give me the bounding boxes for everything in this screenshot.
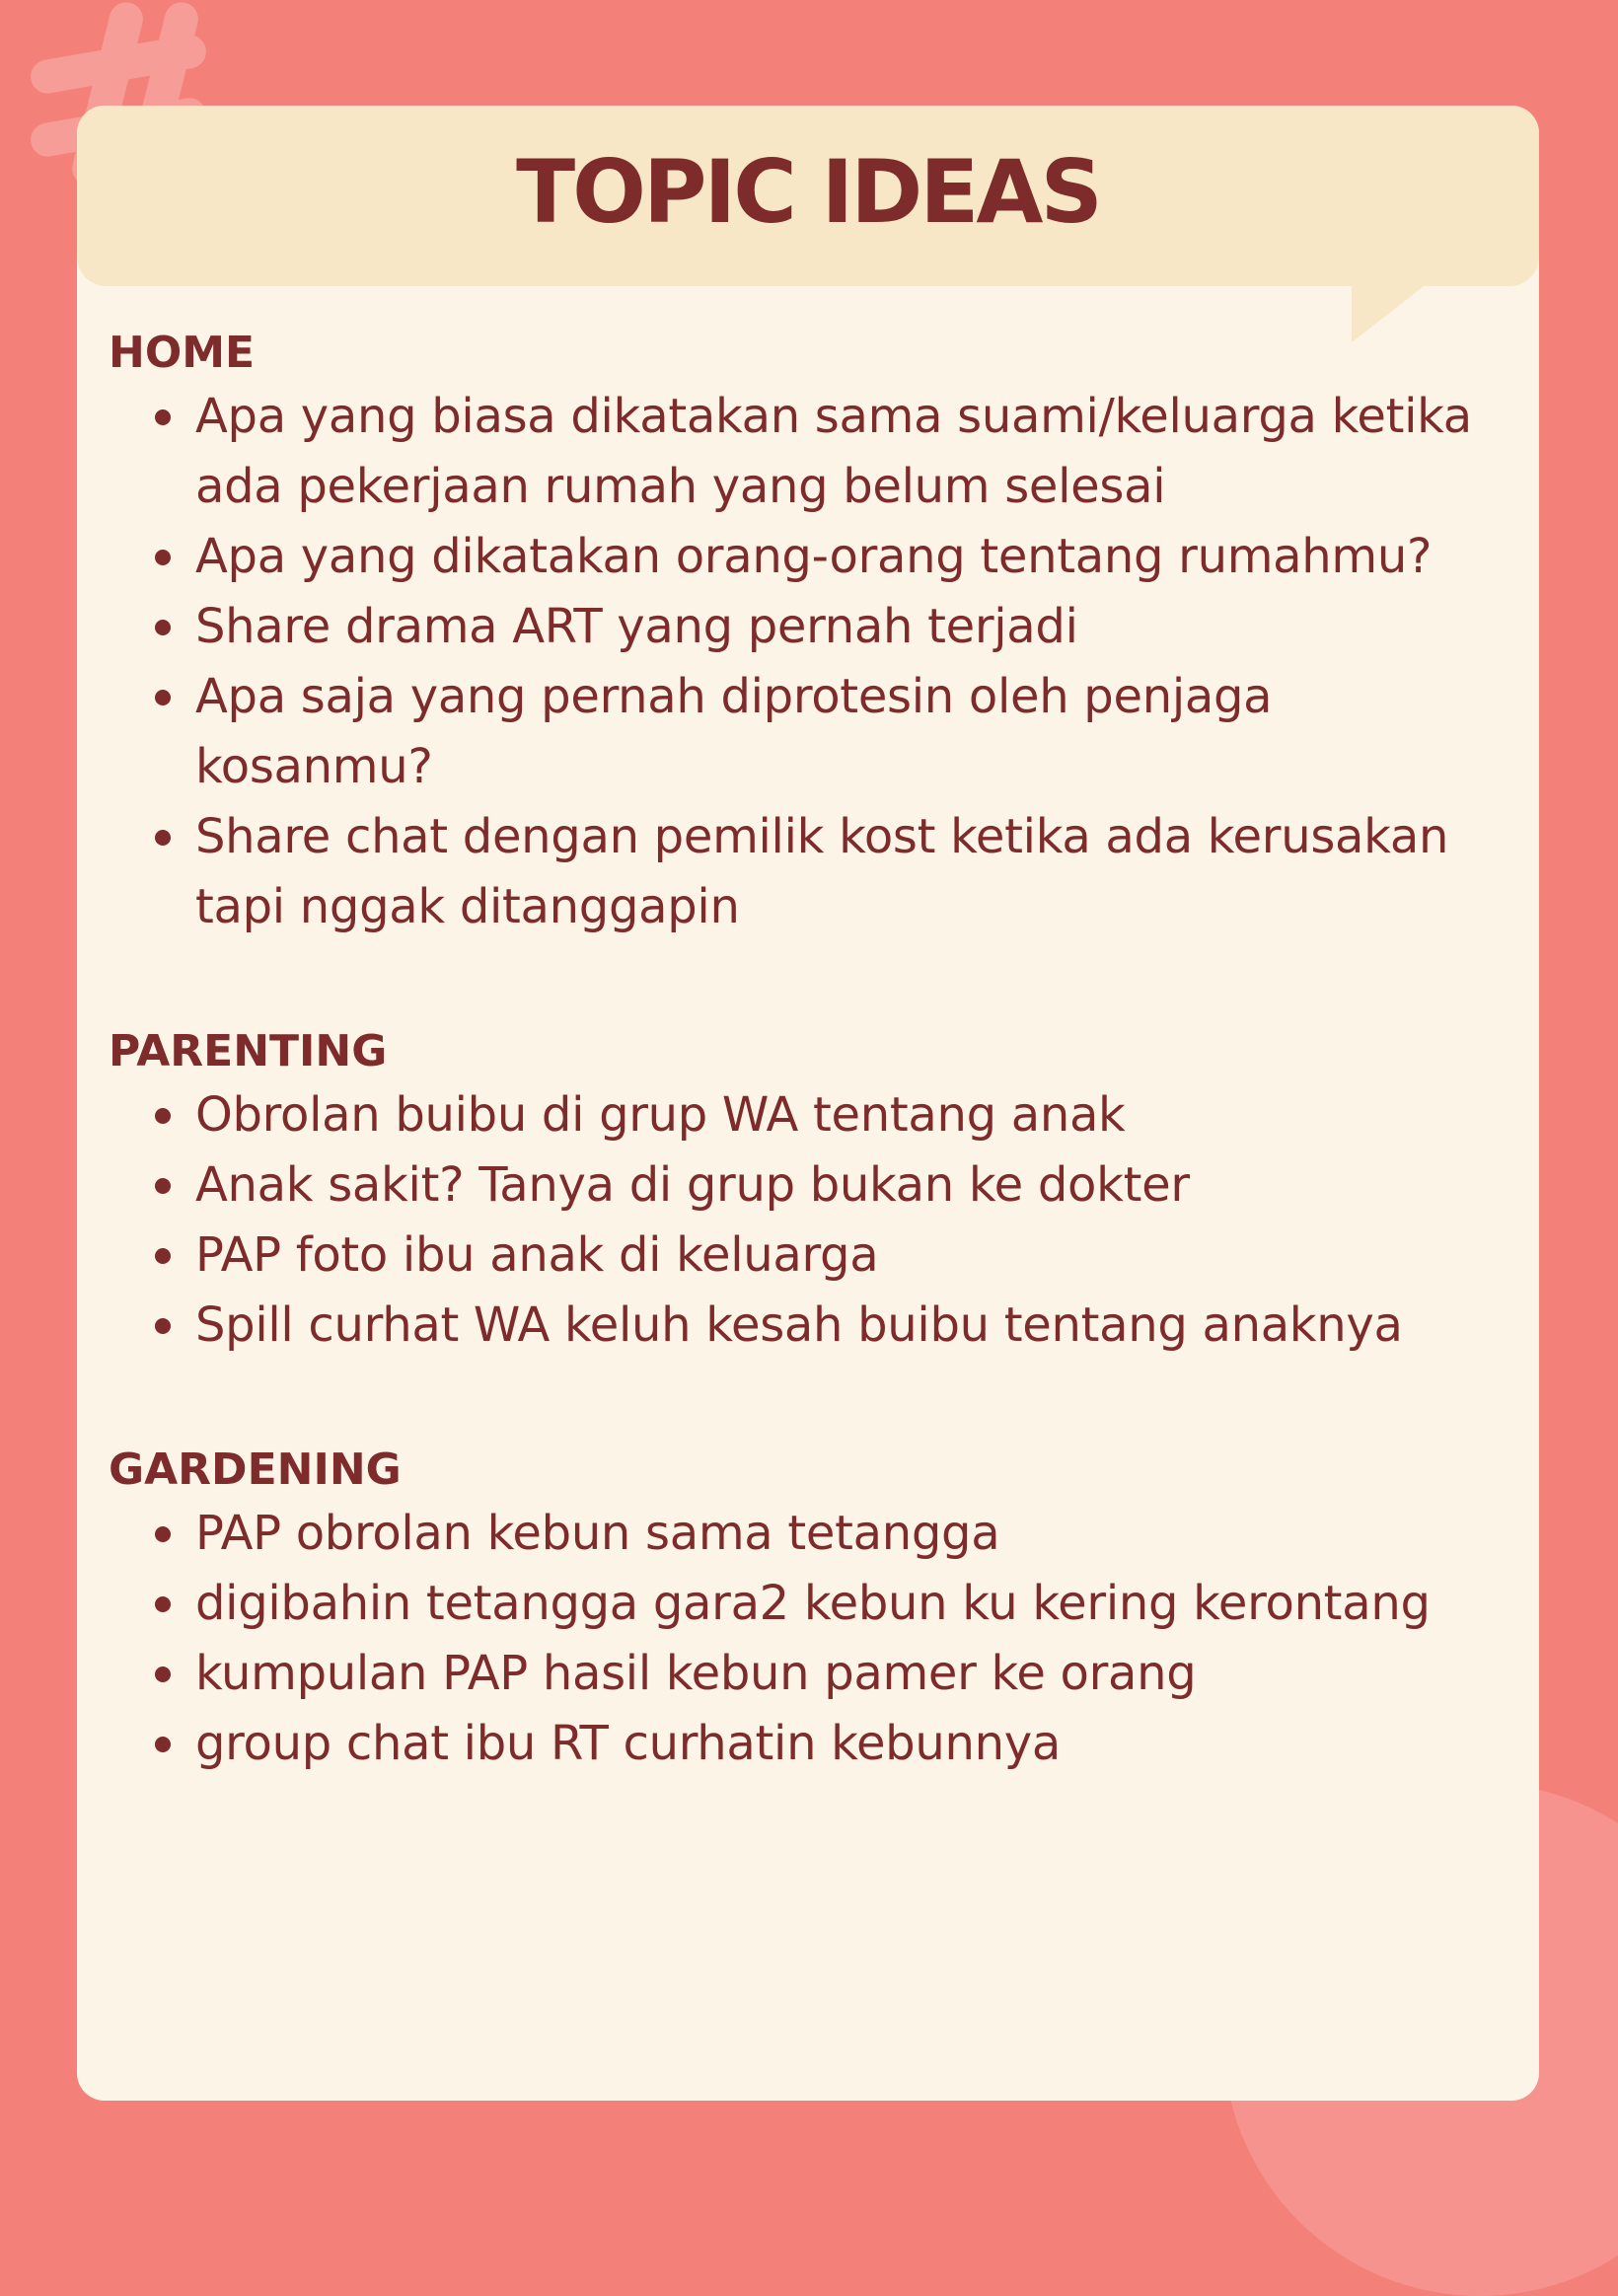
- list-item: [109, 1291, 1509, 1361]
- section-home: [109, 325, 1509, 942]
- list-item-text: Apa yang biasa dikatakan sama suami/keluarga ketika ada pekerjaan rumah yang belum selesai: [195, 389, 1472, 514]
- list-item: [109, 802, 1509, 942]
- list-item-text: digibahin tetangga gara2 kebun ku kering kerontang: [195, 1576, 1431, 1631]
- topic-card: [77, 106, 1539, 2101]
- section-parenting: [109, 1023, 1509, 1361]
- list-item: [109, 662, 1509, 802]
- section-gardening: [109, 1442, 1509, 1779]
- bullet-icon: [155, 1318, 171, 1334]
- list-item-text: PAP foto ibu anak di keluarga: [195, 1227, 879, 1283]
- topic-items: [109, 382, 1509, 942]
- bullet-icon: [155, 620, 171, 635]
- section-heading: PARENTING: [109, 1026, 388, 1076]
- list-item-text: Apa saja yang pernah diprotesin oleh penjaga kosanmu?: [195, 669, 1273, 794]
- list-item: [109, 1569, 1509, 1639]
- topic-items: [109, 1080, 1509, 1361]
- list-item: [109, 1639, 1509, 1709]
- list-item-text: Anak sakit? Tanya di grup bukan ke dokter: [195, 1157, 1190, 1213]
- list-item-text: Share chat dengan pemilik kost ketika ada kerusakan tapi nggak ditanggapin: [195, 809, 1449, 934]
- bullet-icon: [155, 1526, 171, 1542]
- list-item-text: Share drama ART yang pernah terjadi: [195, 599, 1078, 654]
- list-item-text: PAP obrolan kebun sama tetangga: [195, 1506, 1000, 1561]
- list-item-text: Obrolan buibu di grup WA tentang anak: [195, 1087, 1126, 1143]
- list-item-text: kumpulan PAP hasil kebun pamer ke orang: [195, 1646, 1197, 1701]
- bullet-icon: [155, 1178, 171, 1194]
- list-item-text: group chat ibu RT curhatin kebunnya: [195, 1716, 1061, 1771]
- topic-items: [109, 1499, 1509, 1779]
- bullet-icon: [155, 1737, 171, 1752]
- section-heading: GARDENING: [109, 1444, 402, 1495]
- bullet-icon: [155, 1108, 171, 1124]
- bullet-icon: [155, 1666, 171, 1682]
- list-item: [109, 1499, 1509, 1569]
- list-item: [109, 1150, 1509, 1221]
- bullet-icon: [155, 550, 171, 565]
- card-header: [77, 106, 1539, 286]
- page-title: TOPIC IDEAS: [516, 141, 1100, 243]
- bullet-icon: [155, 830, 171, 846]
- list-item-text: Spill curhat WA keluh kesah buibu tentang anaknya: [195, 1297, 1403, 1353]
- list-item: [109, 1221, 1509, 1291]
- bullet-icon: [155, 1596, 171, 1612]
- list-item: [109, 382, 1509, 522]
- bullet-icon: [155, 1248, 171, 1264]
- bullet-icon: [155, 690, 171, 705]
- section-heading: HOME: [109, 328, 256, 378]
- bullet-icon: [155, 409, 171, 425]
- list-item-text: Apa yang dikatakan orang-orang tentang rumahmu?: [195, 529, 1433, 584]
- list-item: [109, 522, 1509, 592]
- topic-list: [109, 325, 1509, 1779]
- list-item: [109, 592, 1509, 662]
- list-item: [109, 1080, 1509, 1150]
- list-item: [109, 1709, 1509, 1779]
